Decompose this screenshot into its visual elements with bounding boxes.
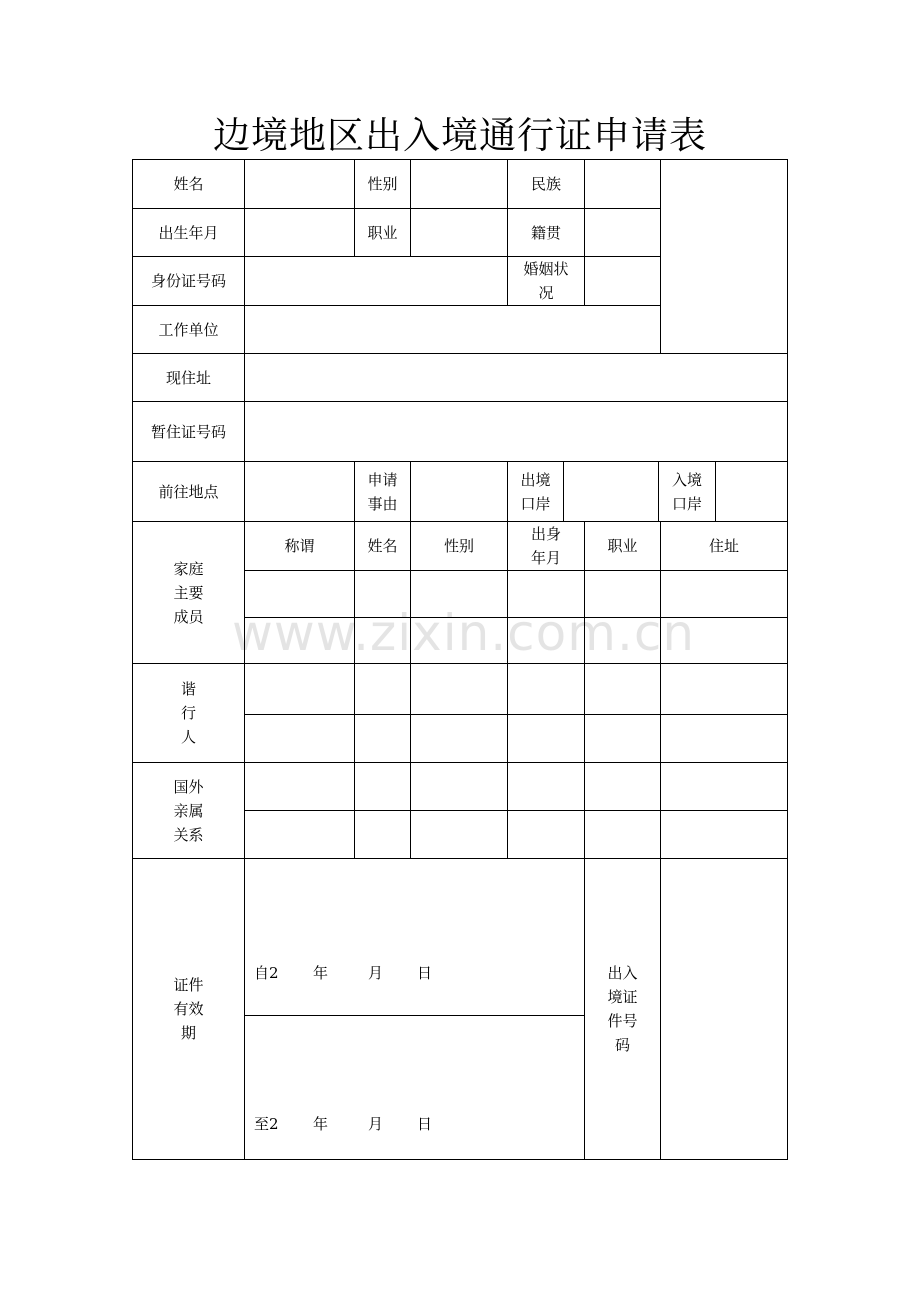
- header-gender: 性别: [443, 537, 474, 555]
- label-overseas: [133, 763, 244, 858]
- label-native-place: 籍贯: [530, 223, 561, 242]
- validity-to-day: 日: [417, 1115, 433, 1133]
- label-family: [133, 522, 244, 663]
- label-family-line3: 成员: [173, 607, 204, 626]
- validity-to[interactable]: [254, 1112, 432, 1136]
- field-occupation[interactable]: [411, 209, 507, 256]
- label-validity: [133, 859, 244, 1159]
- validity-to-year: 年: [313, 1115, 329, 1133]
- label-employer: 工作单位: [158, 320, 219, 339]
- field-marital-status[interactable]: [585, 257, 660, 305]
- field-ethnicity[interactable]: [585, 160, 660, 208]
- field-entry-port[interactable]: [716, 462, 787, 521]
- label-doc-number-line3: 件号: [607, 1012, 638, 1030]
- validity-from-year: 年: [313, 964, 329, 982]
- field-destination[interactable]: [245, 462, 354, 521]
- label-reason: [355, 462, 410, 521]
- label-doc-number-line1: 出入: [607, 964, 638, 982]
- field-birth[interactable]: [245, 209, 354, 256]
- label-reason-line1: 申请: [367, 470, 398, 489]
- label-overseas-line1: 国外: [173, 777, 204, 796]
- label-exit-port: [508, 462, 563, 521]
- label-doc-number: [585, 859, 660, 1159]
- validity-from-month: 月: [368, 964, 384, 982]
- field-doc-number[interactable]: [661, 859, 787, 1159]
- header-address: 住址: [708, 537, 739, 555]
- label-companion-line2: 行: [180, 704, 196, 722]
- label-validity-line3: 期: [180, 1024, 196, 1042]
- label-address: 现住址: [165, 368, 211, 387]
- header-birth: [508, 522, 584, 570]
- field-employer[interactable]: [245, 306, 660, 353]
- validity-from-prefix: 自2: [254, 964, 279, 982]
- label-companion-line1: 谐: [180, 680, 196, 698]
- label-id-number: 身份证号码: [150, 272, 226, 290]
- field-reason[interactable]: [411, 462, 507, 521]
- label-companion: [133, 664, 244, 762]
- watermark: www.zixin.com.cn: [232, 604, 696, 662]
- header-occupation: 职业: [607, 537, 638, 555]
- field-temp-permit[interactable]: [245, 402, 787, 461]
- field-address[interactable]: [245, 354, 787, 401]
- label-marital-status: [508, 257, 584, 305]
- validity-from[interactable]: [254, 961, 432, 985]
- validity-from-day: 日: [417, 964, 433, 982]
- field-name[interactable]: [245, 160, 354, 208]
- label-destination: 前往地点: [158, 482, 219, 501]
- label-entry-port-line2: 口岸: [671, 494, 702, 513]
- label-overseas-line3: 关系: [173, 825, 204, 844]
- label-ethnicity: 民族: [530, 175, 561, 193]
- label-temp-permit: 暂住证号码: [150, 422, 226, 441]
- validity-to-prefix: 至2: [254, 1115, 279, 1133]
- field-gender[interactable]: [411, 160, 507, 208]
- label-exit-port-line1: 出境: [520, 470, 551, 489]
- label-validity-line1: 证件: [173, 976, 204, 994]
- field-id-number[interactable]: [245, 257, 507, 305]
- label-birth: 出生年月: [158, 223, 219, 242]
- label-doc-number-line4: 码: [614, 1036, 630, 1054]
- label-occupation: 职业: [367, 223, 398, 242]
- label-doc-number-line2: 境证: [607, 988, 638, 1006]
- header-relation: 称谓: [284, 537, 315, 555]
- label-family-line1: 家庭: [173, 559, 204, 578]
- header-birth-line1: 出身: [530, 525, 561, 543]
- photo-area[interactable]: [661, 160, 787, 353]
- label-companion-line3: 人: [180, 728, 196, 746]
- label-exit-port-line2: 口岸: [520, 494, 551, 513]
- label-gender: 性别: [367, 175, 398, 193]
- field-exit-port[interactable]: [564, 462, 658, 521]
- label-overseas-line2: 亲属: [173, 801, 204, 820]
- label-family-line2: 主要: [173, 583, 204, 602]
- label-entry-port-line1: 入境: [671, 470, 702, 489]
- label-marital-line1: 婚姻状: [523, 260, 569, 278]
- label-marital-line2: 况: [538, 284, 554, 302]
- field-native-place[interactable]: [585, 209, 660, 256]
- validity-to-month: 月: [368, 1115, 384, 1133]
- label-entry-port: [659, 462, 715, 521]
- form-title: 边境地区出入境通行证申请表: [213, 114, 707, 157]
- header-name: 姓名: [367, 537, 398, 555]
- header-birth-line2: 年月: [530, 549, 561, 567]
- label-validity-line2: 有效: [173, 1000, 204, 1018]
- label-name: 姓名: [173, 175, 204, 193]
- label-reason-line2: 事由: [367, 494, 398, 513]
